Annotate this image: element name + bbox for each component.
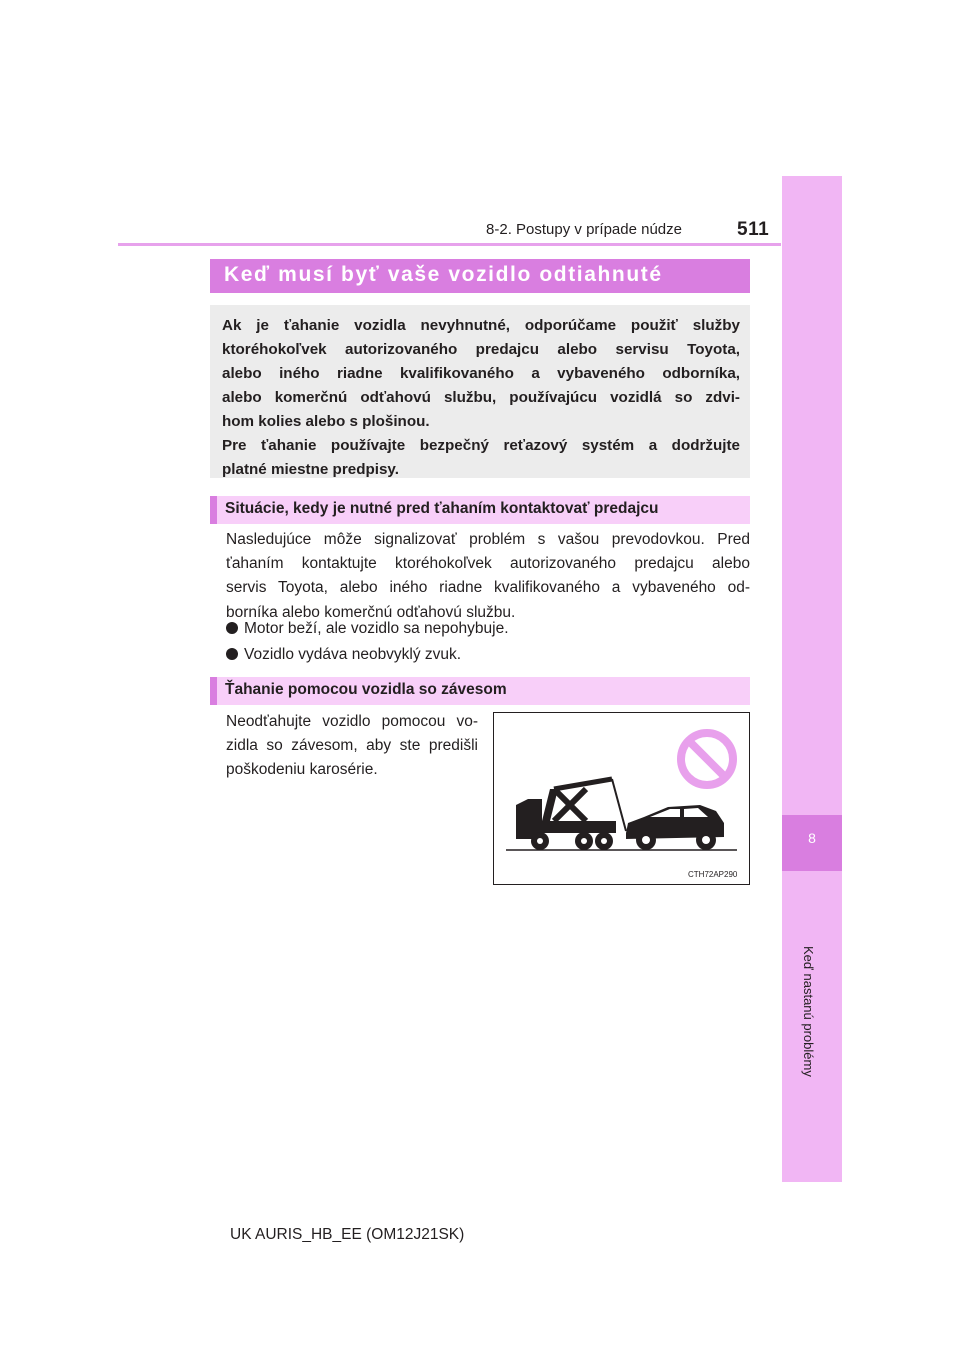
intro-box (210, 305, 750, 478)
paragraph-line: ťahaním kontaktujte ktoréhokoľvek autorizovaného predajcu alebo (226, 555, 750, 573)
section-heading-text: Situácie, kedy je nutné pred ťahaním kontaktovať predajcu (225, 500, 659, 517)
section-heading-dealer (210, 496, 750, 524)
intro-line: Pre ťahanie používajte bezpečný reťazový systém a dodržujte (222, 437, 740, 454)
header-rule (118, 243, 781, 246)
page-number: 511 (737, 219, 770, 240)
bullet-dot-icon (226, 648, 238, 660)
chapter-title: Keď nastanú problémy (801, 946, 816, 1077)
paragraph-line: borníka alebo komerčnú odťahovú službu. (226, 603, 516, 621)
section-heading-tow-truck (210, 677, 750, 705)
document-footer: UK AURIS_HB_EE (OM12J21SK) (230, 1226, 465, 1243)
intro-line: platné miestne predpisy. (222, 461, 399, 478)
tow-truck-drawing (494, 713, 749, 884)
intro-line: alebo iného riadne kvalifikovaného a vybaveného odborníka, (222, 365, 740, 382)
paragraph-line: Neodťahujte vozidlo pomocou vo- (226, 713, 478, 730)
tow-truck-illustration (493, 712, 750, 885)
page-title: Keď musí byť vaše vozidlo odtiahnuté (224, 263, 663, 286)
bullet-text: Motor beží, ale vozidlo sa nepohybuje. (244, 620, 509, 637)
chapter-title-vertical (782, 946, 816, 1077)
paragraph-line: zidla so závesom, aby ste predišli (226, 737, 478, 755)
car-icon (626, 805, 724, 850)
section1-paragraph (226, 528, 750, 625)
prohibition-icon (681, 733, 733, 785)
intro-line: ktoréhokoľvek autorizovaného predajcu alebo servisu Toyota, (222, 341, 740, 358)
section-reference: 8-2. Postupy v prípade núdze (486, 221, 682, 238)
intro-line: hom kolies alebo s plošinou. (222, 413, 430, 430)
intro-line: alebo komerčnú odťahovú službu, používajúcu vozidlá so zdvi- (222, 389, 740, 406)
intro-line: Ak je ťahanie vozidla nevyhnutné, odporúčame použiť služby (222, 317, 740, 334)
tow-truck-icon (516, 779, 626, 850)
paragraph-line: Nasledujúce môže signalizovať problém s vašou prevodovkou. Pred (226, 531, 750, 548)
section-heading-text: Ťahanie pomocou vozidla so závesom (225, 681, 507, 698)
paragraph-line: poškodeniu karosérie. (226, 761, 378, 779)
bullet-text: Vozidlo vydáva neobvyklý zvuk. (244, 646, 462, 663)
illustration-code: CTH72AP290 (688, 870, 738, 879)
paragraph-line: servis Toyota, alebo iného riadne kvalifikovaného a vybaveného od- (226, 579, 750, 597)
bullet-item (226, 646, 461, 664)
chapter-number: 8 (808, 830, 816, 846)
bullet-item (226, 620, 509, 638)
bullet-dot-icon (226, 622, 238, 634)
section2-paragraph (226, 710, 478, 783)
